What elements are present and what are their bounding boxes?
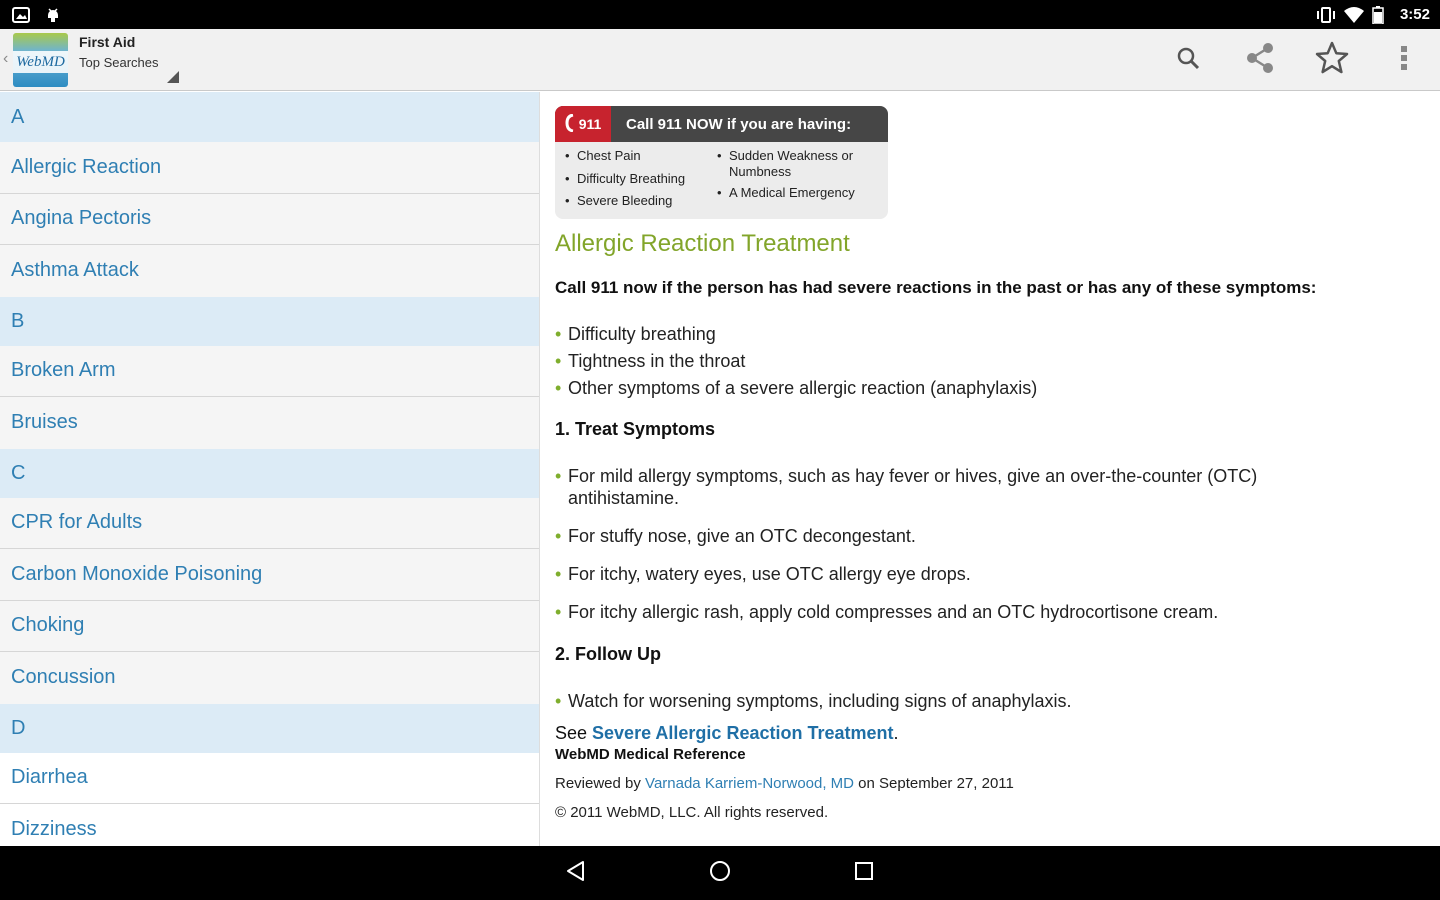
up-navigation-icon[interactable]: ‹ [3, 50, 9, 67]
star-icon [1314, 40, 1350, 81]
call-911-banner [555, 106, 888, 219]
article-pane [555, 92, 1425, 846]
copyright: © 2011 WebMD, LLC. All rights reserved. [555, 804, 829, 821]
section-spinner-label[interactable]: Top Searches [79, 55, 159, 70]
list-item[interactable]: Dizziness [0, 804, 539, 846]
vibrate-icon [1316, 6, 1334, 24]
list-item: • Other symptoms of a severe allergic reaction (anaphylaxis) [555, 377, 1037, 399]
list-item[interactable]: Carbon Monoxide Poisoning [0, 549, 539, 601]
list-item[interactable]: Allergic Reaction [0, 142, 539, 194]
wifi-icon [1344, 6, 1362, 24]
overflow-menu-icon [1400, 45, 1408, 76]
overflow-menu-button[interactable] [1368, 29, 1440, 91]
list-section-header: B [0, 297, 539, 346]
battery-icon [1372, 6, 1390, 24]
favorite-button[interactable] [1296, 29, 1368, 91]
emergency-symptom: • Sudden Weakness or Numbness [717, 148, 867, 179]
first-aid-topic-list[interactable] [0, 92, 540, 846]
android-icon [44, 6, 62, 24]
emergency-symptom: • Chest Pain [565, 148, 717, 164]
article-title: Allergic Reaction Treatment [555, 230, 850, 257]
severe-reaction-link[interactable]: Severe Allergic Reaction Treatment [592, 723, 894, 743]
gallery-icon [12, 6, 30, 24]
home-button[interactable] [702, 855, 738, 891]
spinner-dropdown-icon[interactable] [167, 71, 179, 83]
reviewed-by: Reviewed by Varnada Karriem-Norwood, MD on September 27, 2011 [555, 775, 1014, 792]
recents-button[interactable] [846, 855, 882, 891]
list-item: • For mild allergy symptoms, such as hay fever or hives, give an over-the-counter (OTC) antihistamine. [555, 465, 1315, 509]
list-section-header: A [0, 92, 539, 142]
home-icon [709, 860, 731, 887]
list-section-header: C [0, 449, 539, 498]
recents-icon [854, 861, 874, 886]
share-button[interactable] [1224, 29, 1296, 91]
medical-reference: WebMD Medical Reference [555, 746, 746, 763]
search-button[interactable] [1152, 29, 1224, 91]
list-item[interactable]: Asthma Attack [0, 245, 539, 297]
navigation-bar [0, 846, 1440, 900]
symptom-list [555, 323, 1037, 404]
logo-text: WebMD [13, 51, 68, 73]
status-bar [0, 0, 1440, 29]
list-item[interactable]: Concussion [0, 652, 539, 704]
phone-icon [565, 114, 575, 135]
back-icon [565, 860, 587, 887]
list-item: • Watch for worsening symptoms, including signs of anaphylaxis. [555, 690, 1072, 712]
share-icon [1244, 42, 1276, 79]
app-title: First Aid [79, 34, 136, 50]
see-also: See Severe Allergic Reaction Treatment. [555, 723, 899, 743]
list-item[interactable]: Angina Pectoris [0, 194, 539, 246]
list-item: • For stuffy nose, give an OTC decongestant. [555, 525, 1315, 547]
call-911-badge: 911 [555, 106, 611, 142]
list-item: • Difficulty breathing [555, 323, 1037, 345]
lead-paragraph: Call 911 now if the person has had severe reactions in the past or has any of these symptoms: [555, 278, 1317, 297]
webmd-logo[interactable] [13, 33, 68, 87]
emergency-symptom: • A Medical Emergency [717, 185, 867, 201]
emergency-symptom: • Difficulty Breathing [565, 171, 717, 187]
list-item: • For itchy, watery eyes, use OTC allergy eye drops. [555, 563, 1315, 585]
section-heading: 1. Treat Symptoms [555, 419, 716, 439]
clock: 3:52 [1399, 6, 1430, 23]
treatment-list [555, 465, 1315, 639]
call-911-title: Call 911 NOW if you are having: [626, 115, 852, 133]
search-icon [1176, 46, 1200, 75]
back-button[interactable] [558, 855, 594, 891]
list-item[interactable]: Bruises [0, 397, 539, 449]
list-item[interactable]: CPR for Adults [0, 498, 539, 550]
list-item[interactable]: Diarrhea [0, 753, 539, 805]
action-bar [0, 29, 1440, 91]
list-item[interactable]: Choking [0, 601, 539, 653]
follow-up-list [555, 690, 1072, 712]
section-heading: 2. Follow Up [555, 644, 661, 664]
list-item[interactable]: Broken Arm [0, 346, 539, 398]
list-section-header: D [0, 704, 539, 753]
list-item: • For itchy allergic rash, apply cold compresses and an OTC hydrocortisone cream. [555, 601, 1315, 623]
emergency-symptom: • Severe Bleeding [565, 193, 717, 209]
reviewer-link[interactable]: Varnada Karriem-Norwood, MD [645, 775, 855, 792]
list-item: • Tightness in the throat [555, 350, 1037, 372]
